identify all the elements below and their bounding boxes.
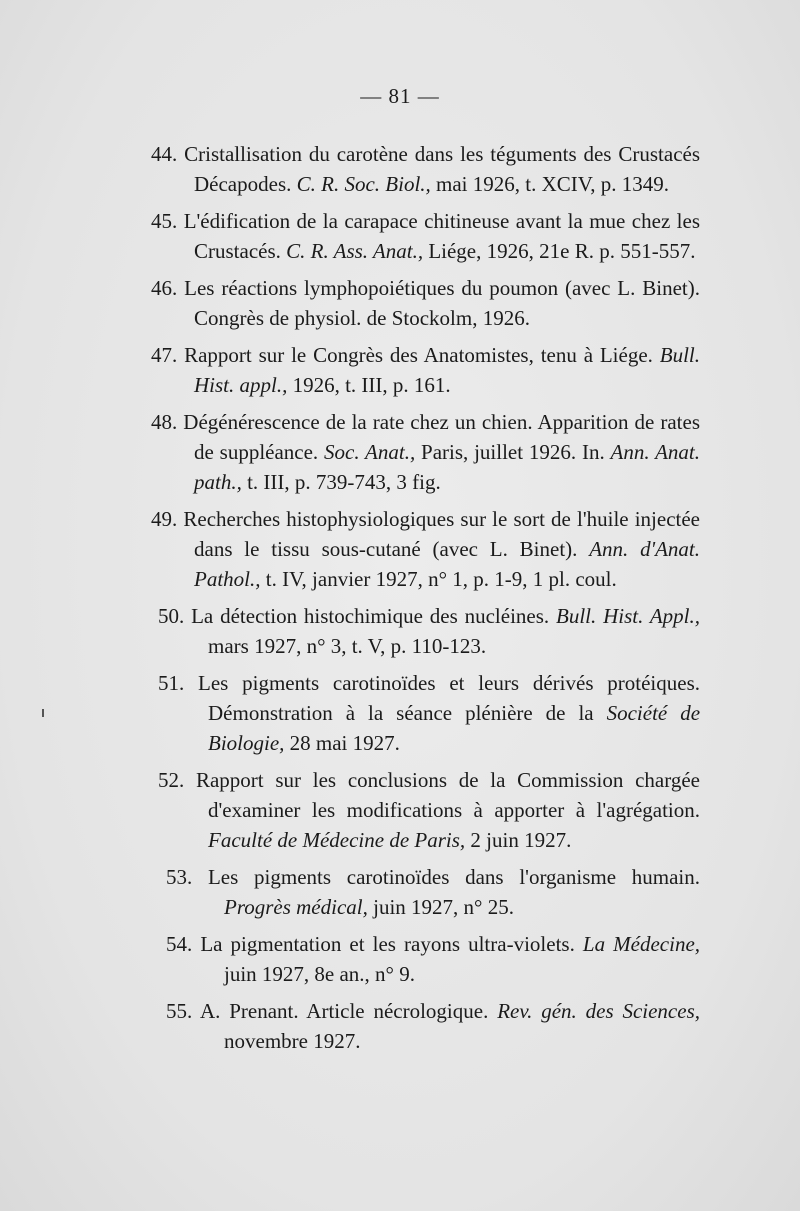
bibliography-entry	[108, 765, 700, 855]
entry-number: 54.	[166, 932, 193, 956]
bibliography-entry	[108, 668, 700, 758]
entry-text: Recherches histophysiologiques sur le sort de l'huile injectée dans le tissu sous-cutané (avec L. Binet).	[183, 507, 701, 561]
entry-body	[166, 862, 701, 922]
entry-number: 53.	[166, 865, 193, 889]
entry-body	[151, 139, 701, 199]
bibliography-entry	[108, 601, 700, 661]
entry-text: 28 mai 1927.	[284, 731, 400, 755]
entry-number: 52.	[158, 768, 185, 792]
entry-number: 44.	[151, 142, 178, 166]
entry-text: mars 1927, n° 3, t. V, p. 110-123.	[208, 634, 487, 658]
entry-text: Rapport sur les conclusions de la Commission chargée d'examiner les modifications à apporter à l'agrégation.	[195, 768, 700, 822]
bibliography-entry	[108, 273, 700, 333]
entry-body	[151, 206, 701, 266]
entry-citation: Bull. Hist. appl.,	[194, 343, 700, 397]
entry-body	[158, 765, 700, 855]
entry-text: t. IV, janvier 1927, n° 1, p. 1-9, 1 pl. coul.	[260, 567, 617, 591]
entry-text: Rapport sur le Congrès des Anatomistes, tenu à Liége.	[184, 343, 660, 367]
entry-citation: Rev. gén. des Sciences,	[497, 999, 701, 1023]
entry-citation: Bull. Hist. Appl.,	[556, 604, 701, 628]
entry-text: La pigmentation et les rayons ultra-violets.	[200, 932, 583, 956]
entry-number: 55.	[166, 999, 193, 1023]
entry-text: mai 1926, t. XCIV, p. 1349.	[430, 172, 669, 196]
entry-text: t. III, p. 739-743, 3 fig.	[241, 470, 441, 494]
page-number: — 81 —	[360, 84, 440, 108]
entry-text: Les pigments carotinoïdes et leurs dérivés protéiques. Démonstration à la séance plénière de la	[198, 671, 700, 725]
entry-citation: C. R. Ass. Anat.,	[286, 239, 424, 263]
entry-text: Liége, 1926, 21e R. p. 551-557.	[423, 239, 696, 263]
entry-text: 1926, t. III, p. 161.	[287, 373, 451, 397]
entry-text: 2 juin 1927.	[465, 828, 572, 852]
entry-text: Les pigments carotinoïdes dans l'organisme humain.	[207, 865, 701, 889]
entry-text: La détection histochimique des nucléines.	[191, 604, 557, 628]
entry-body	[151, 504, 701, 594]
entry-number: 47.	[151, 343, 178, 367]
entry-text: novembre 1927.	[224, 1029, 361, 1053]
entry-text: Paris, juillet 1926. In.	[415, 440, 611, 464]
bibliography-entry	[108, 340, 700, 400]
entry-text: L'édification de la carapace chitineuse avant la mue chez les Crustacés.	[183, 209, 701, 263]
entry-number: 46.	[151, 276, 178, 300]
entry-citation: C. R. Soc. Biol.,	[296, 172, 431, 196]
bibliography-entry	[108, 862, 700, 922]
entry-text: juin 1927, n° 25.	[367, 895, 514, 919]
bibliography-entry	[108, 139, 700, 199]
entry-number: 50.	[158, 604, 185, 628]
entry-text: Dégénérescence de la rate chez un chien. Apparition de rates de suppléance.	[183, 410, 700, 464]
entry-body	[151, 340, 700, 400]
bibliography-entry	[108, 504, 700, 594]
entry-number: 45.	[151, 209, 178, 233]
entry-citation: Société de Biologie,	[208, 701, 701, 755]
entry-number: 51.	[158, 671, 185, 695]
bibliography-entry	[108, 206, 700, 266]
entry-number: 49.	[151, 507, 178, 531]
entry-body	[158, 668, 701, 758]
entry-text: juin 1927, 8e an., n° 9.	[224, 962, 415, 986]
entry-text: A. Prenant. Article nécrologique.	[199, 999, 498, 1023]
entry-citation: Faculté de Médecine de Paris,	[208, 828, 466, 852]
entry-text: Les réactions lymphopoiétiques du poumon (avec L. Binet). Congrès de physiol. de Stockolm, 1926.	[184, 276, 701, 330]
bibliography-list	[108, 139, 700, 1063]
entry-body	[166, 929, 701, 989]
bibliography-entry	[108, 996, 700, 1056]
entry-body	[151, 407, 700, 497]
entry-body	[151, 273, 701, 333]
entry-citation: Progrès médical,	[224, 895, 368, 919]
entry-citation: Ann. d'Anat. Pathol.,	[194, 537, 700, 591]
margin-mark	[42, 709, 44, 717]
entry-citation: Ann. Anat. path.,	[194, 440, 700, 494]
bibliography-entry	[108, 407, 700, 497]
bibliography-entry	[108, 929, 700, 989]
entry-body	[158, 601, 701, 661]
entry-citation: La Médecine,	[582, 932, 701, 956]
entry-body	[166, 996, 701, 1056]
entry-number: 48.	[151, 410, 178, 434]
entry-text: Cristallisation du carotène dans les téguments des Crustacés Décapodes.	[184, 142, 701, 196]
entry-citation: Soc. Anat.,	[324, 440, 416, 464]
